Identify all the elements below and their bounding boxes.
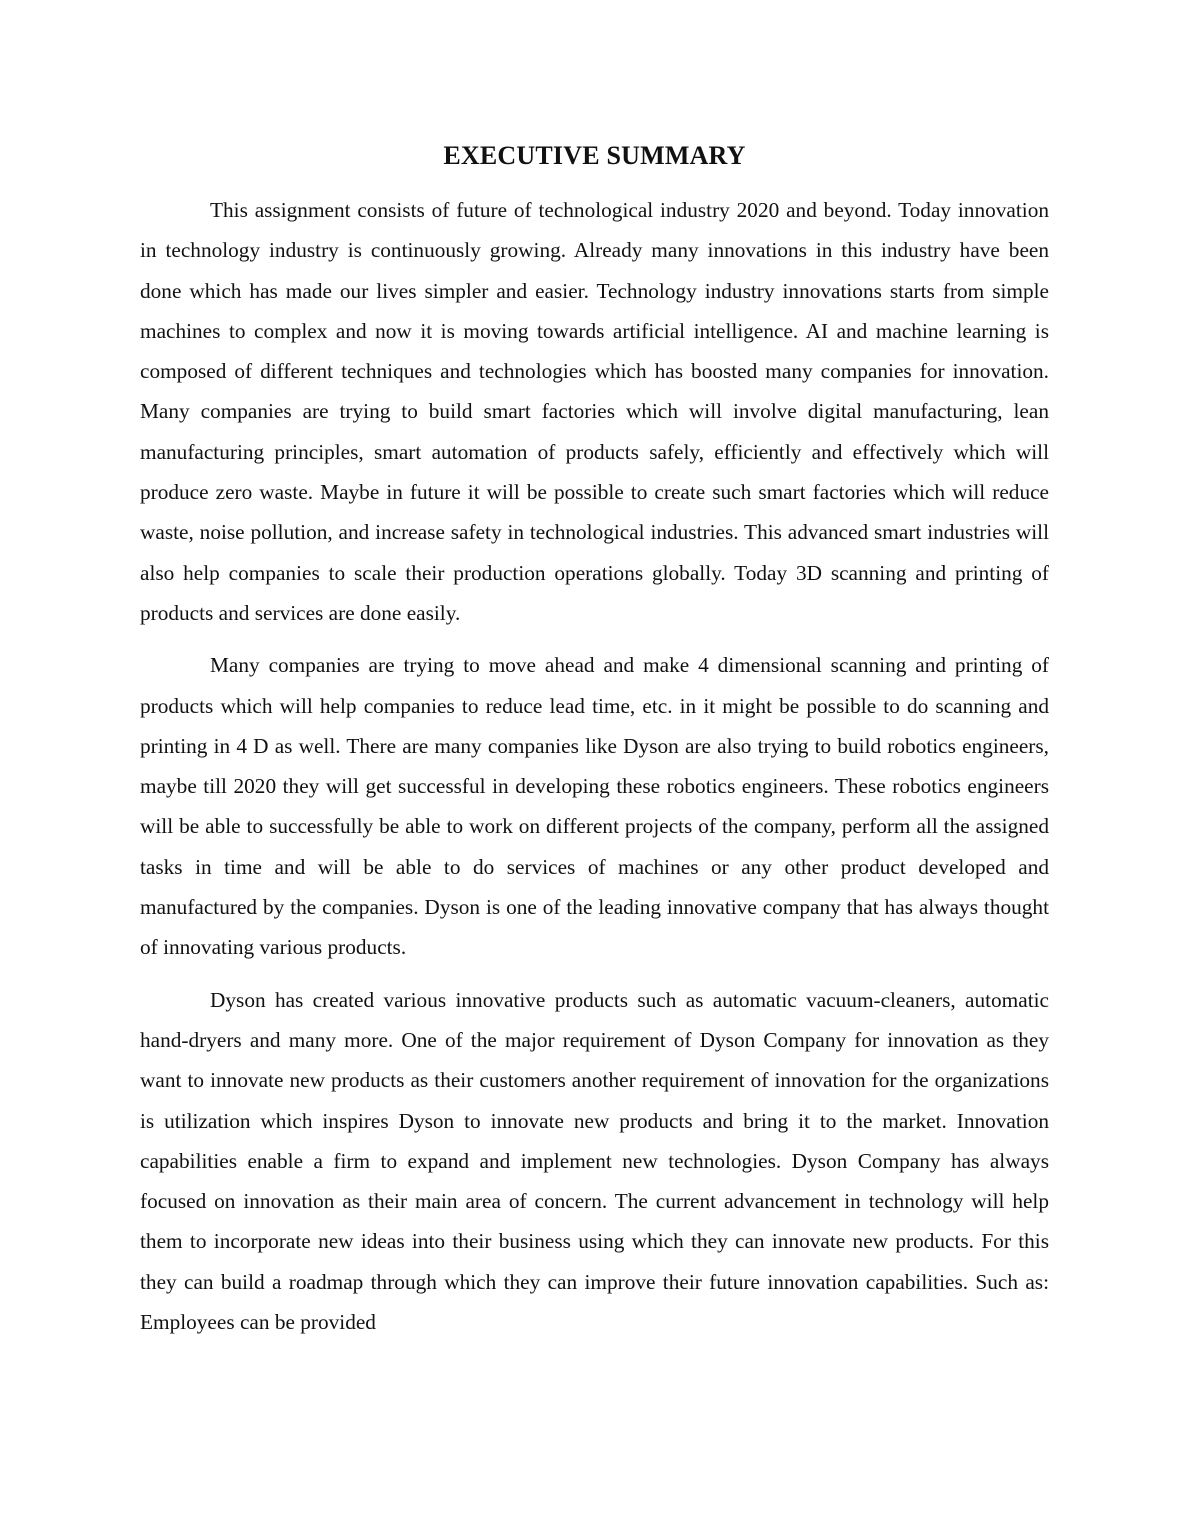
page-title: EXECUTIVE SUMMARY [443,141,746,170]
paragraph-1: This assignment consists of future of technological industry 2020 and beyond. Today innovation in technology industry is continuously growing. Already many innovations in this industry have been done which has made our lives simpler and easier. Technology industry innovations starts from simple machines to complex and now it is moving towards artificial intelligence. AI and machine learning is composed of different techniques and technologies which has boosted many companies for innovation. Many companies are trying to build smart factories which will involve digital manufacturing, lean manufacturing principles, smart automation of products safely, efficiently and effectively which will produce zero waste. Maybe in future it will be possible to create such smart factories which will reduce waste, noise pollution, and increase safety in technological industries. This advanced smart industries will also help companies to scale their production operations globally. Today 3D scanning and printing of products and services are done easily. [140,198,1049,625]
paragraph-2: Many companies are trying to move ahead and make 4 dimensional scanning and printing of products which will help companies to reduce lead time, etc. in it might be possible to do scanning and printing in 4 D as well. There are many companies like Dyson are also trying to build robotics engineers, maybe till 2020 they will get successful in developing these robotics engineers. These robotics engineers will be able to successfully be able to work on different projects of the company, perform all the assigned tasks in time and will be able to do services of machines or any other product developed and manufactured by the companies. Dyson is one of the leading innovative company that has always thought of innovating various products. [140,653,1049,960]
paragraph-3: Dyson has created various innovative products such as automatic vacuum-cleaners, automatic hand-dryers and many more. One of the major requirement of Dyson Company for innovation as they want to innovate new products as their customers another requirement of innovation for the organizations is utilization which inspires Dyson to innovate new products and bring it to the market. Innovation capabilities enable a firm to expand and implement new technologies. Dyson Company has always focused on innovation as their main area of concern. The current advancement in technology will help them to incorporate new ideas into their business using which they can innovate new products. For this they can build a roadmap through which they can improve their future innovation capabilities. Such as: Employees can be provided [140,987,1049,1335]
document-body [140,138,1049,1354]
